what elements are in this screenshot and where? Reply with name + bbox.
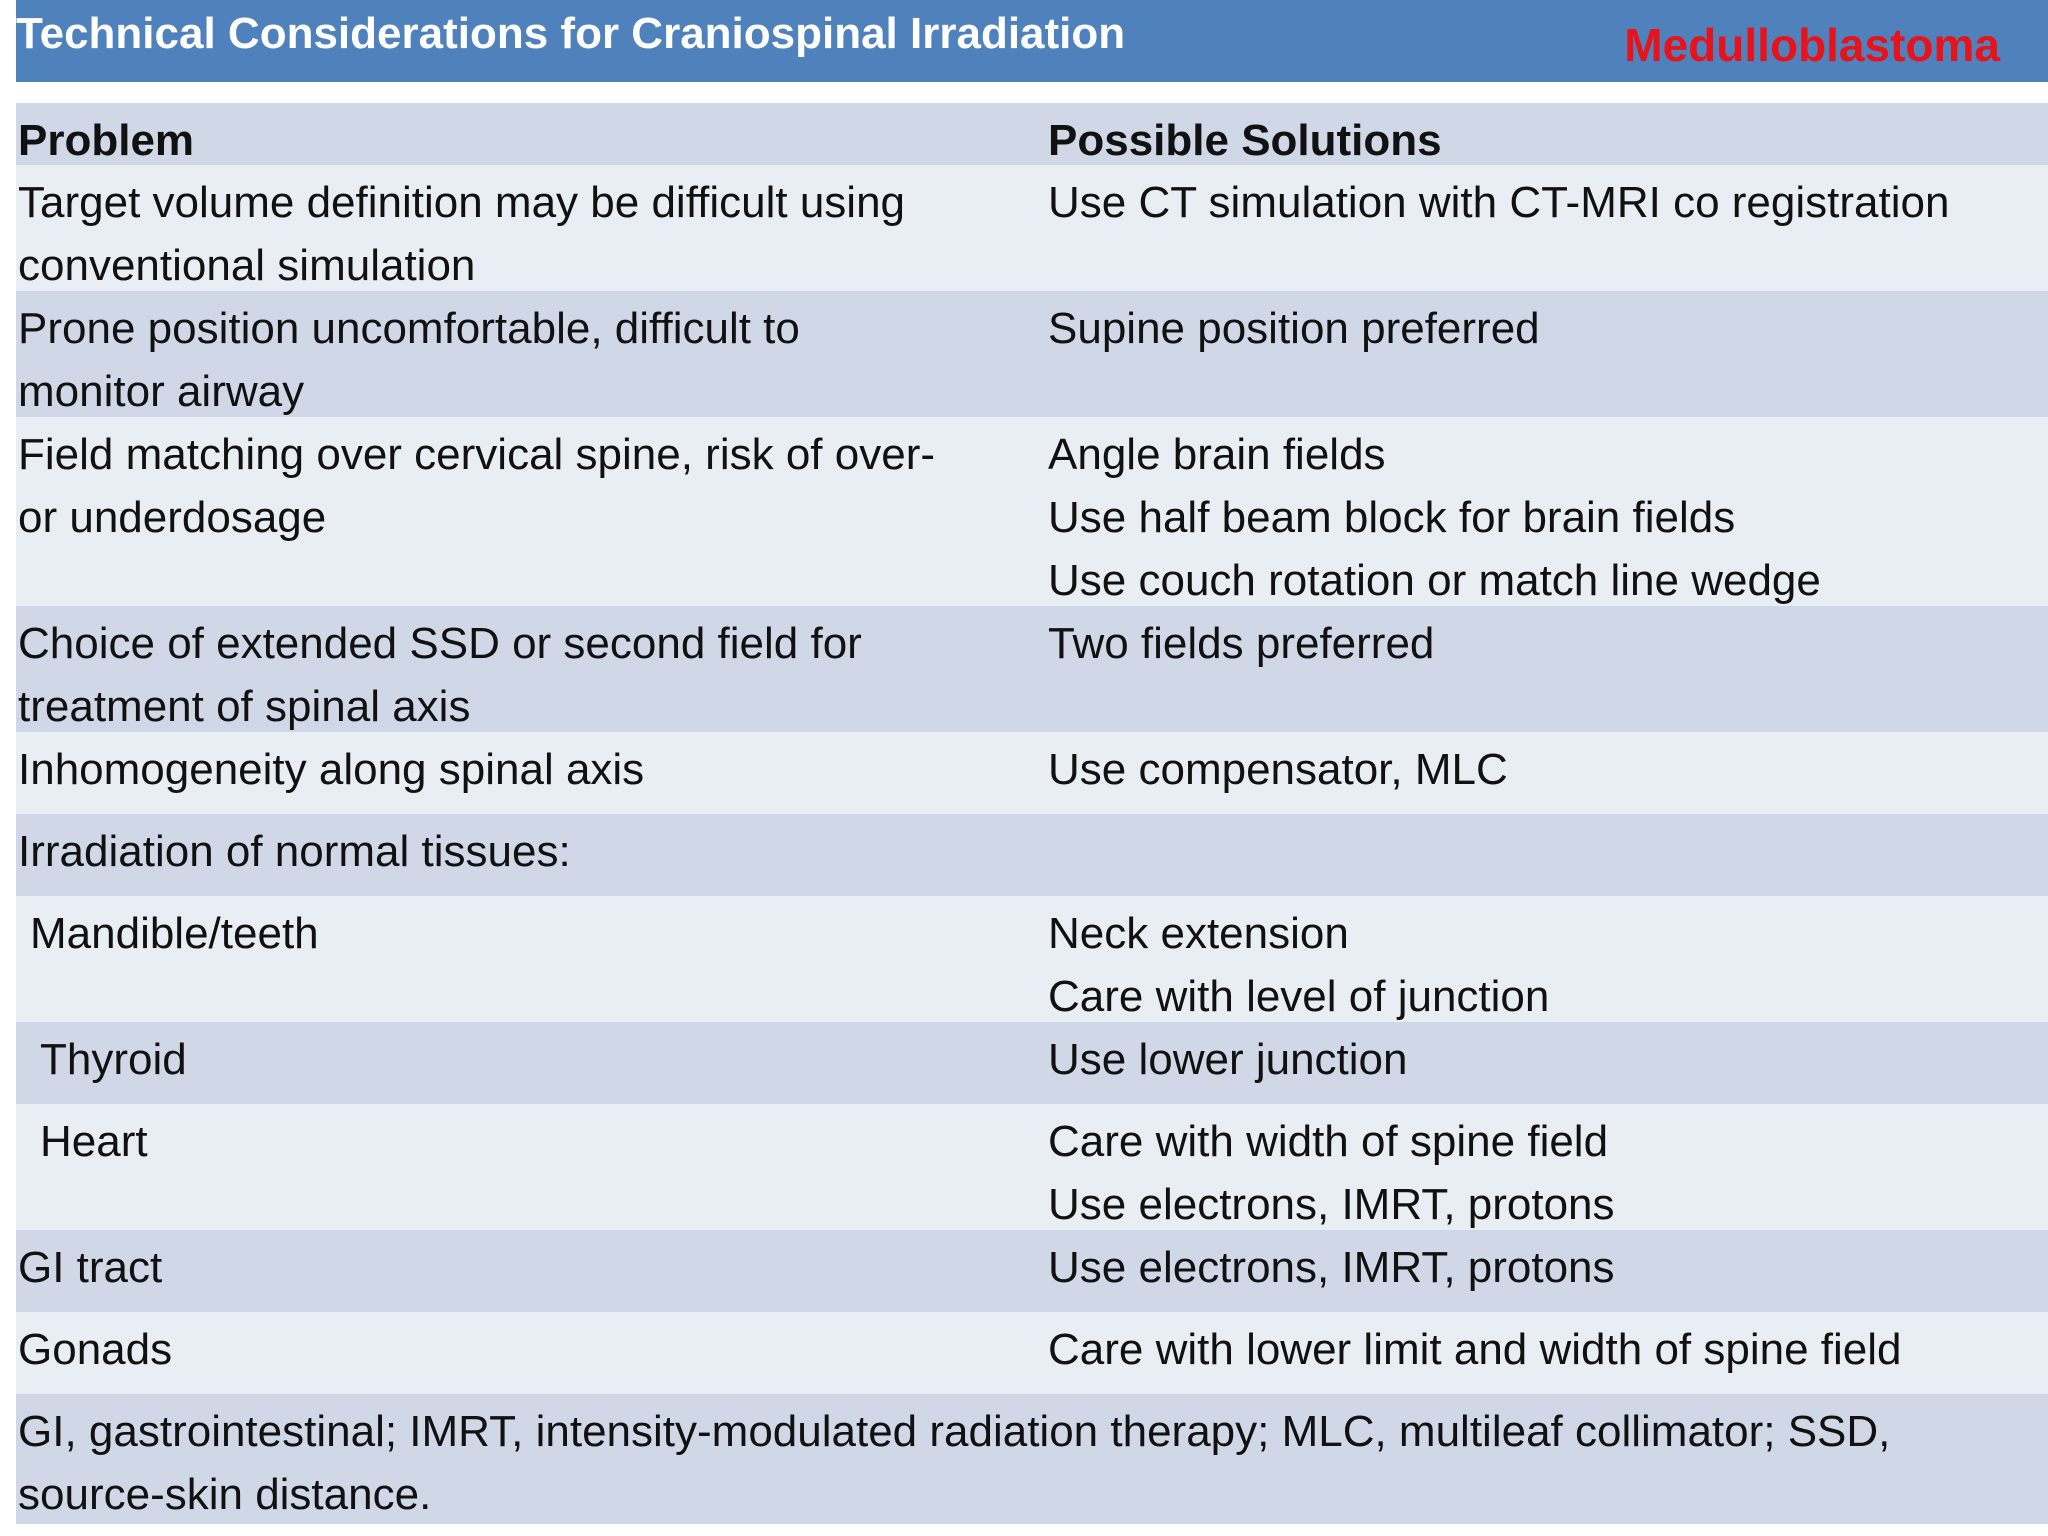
table-row	[16, 165, 2048, 291]
table-row	[16, 732, 2048, 814]
problem-cell: Target volume definition may be difficult using conventional simulation	[18, 178, 906, 290]
problem-cell: Thyroid	[40, 1035, 187, 1084]
solution-cell: Care with width of spine field Use electrons, IMRT, protons	[1048, 1117, 1615, 1229]
solution-cell: Neck extension Care with level of junction	[1048, 909, 1550, 1021]
solution-cell: Angle brain fields Use half beam block for brain fields Use couch rotation or match line wedge	[1048, 430, 1821, 605]
considerations-table	[16, 103, 2048, 1524]
solution-cell: Two fields preferred	[1048, 619, 1435, 668]
solution-cell: Supine position preferred	[1048, 304, 1540, 353]
table-row	[16, 1104, 2048, 1230]
problem-cell: Mandible/teeth	[30, 909, 319, 958]
table-row	[16, 606, 2048, 732]
table-row	[16, 417, 2048, 606]
title-bar	[16, 0, 2048, 82]
column-header-solutions: Possible Solutions	[1048, 116, 1442, 165]
table-row	[16, 1230, 2048, 1312]
problem-cell: Prone position uncomfortable, difficult to monitor airway	[18, 304, 800, 416]
abbreviations-footnote: GI, gastrointestinal; IMRT, intensity-modulated radiation therapy; MLC, multileaf collimator; SSD, source-skin distance.	[18, 1407, 1891, 1519]
problem-cell: GI tract	[18, 1243, 163, 1292]
problem-cell: Inhomogeneity along spinal axis	[18, 745, 645, 794]
table-row	[16, 1312, 2048, 1394]
table-row	[16, 1022, 2048, 1104]
slide-title: Technical Considerations for Craniospinal Irradiation	[16, 9, 1126, 58]
solution-cell: Use electrons, IMRT, protons	[1048, 1243, 1615, 1292]
solution-cell: Use CT simulation with CT-MRI co registration	[1048, 178, 1950, 227]
problem-cell: Choice of extended SSD or second field for treatment of spinal axis	[18, 619, 862, 731]
solution-cell: Use lower junction	[1048, 1035, 1408, 1084]
solution-cell: Use compensator, MLC	[1048, 745, 1508, 794]
table-row	[16, 814, 2048, 896]
table-row	[16, 291, 2048, 417]
problem-cell: Heart	[40, 1117, 148, 1166]
problem-cell: Gonads	[18, 1325, 173, 1374]
table-row	[16, 896, 2048, 1022]
problem-cell: Irradiation of normal tissues:	[18, 827, 571, 876]
solution-cell: Care with lower limit and width of spine field	[1048, 1325, 1902, 1374]
table-footnote-row	[16, 1394, 2048, 1524]
problem-cell: Field matching over cervical spine, risk of over- or underdosage	[18, 430, 935, 542]
topic-tag: Medulloblastoma	[1624, 19, 2000, 71]
table-header-row	[16, 103, 2048, 165]
column-header-problem: Problem	[18, 116, 195, 165]
